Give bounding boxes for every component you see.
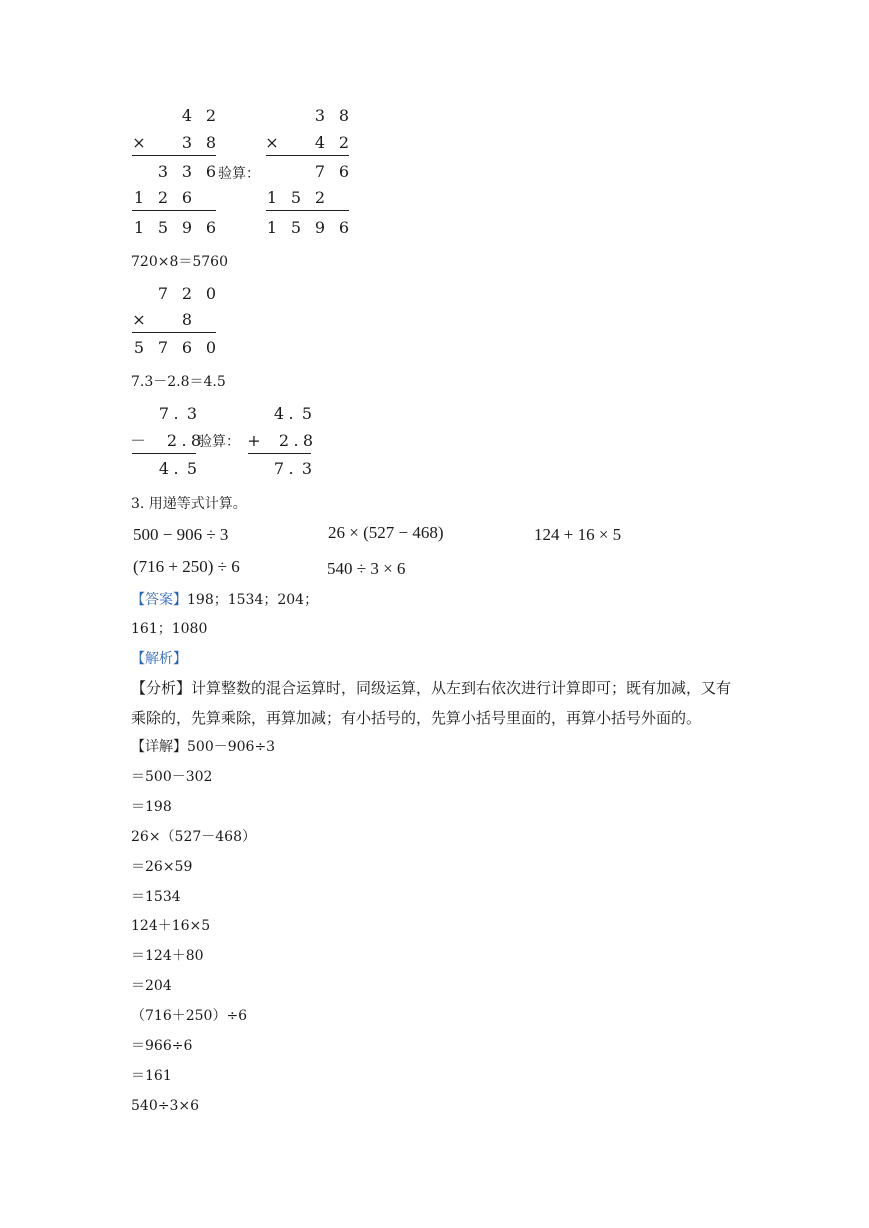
digit: 2 <box>278 431 290 450</box>
digit: 4 <box>273 404 285 423</box>
analysis-label: 【解析】 <box>131 651 187 667</box>
equation-line: 720×8＝5760 <box>131 254 228 270</box>
digit: 5 <box>133 338 145 357</box>
digit: 1 <box>266 188 278 207</box>
digit: 0 <box>205 284 217 303</box>
calc-rule <box>266 210 349 211</box>
digit: 1 <box>133 218 145 237</box>
digit: 0 <box>205 338 217 357</box>
step: （716＋250）÷6 <box>131 1008 248 1024</box>
digit: 9 <box>181 218 193 237</box>
step: ＝198 <box>131 799 172 815</box>
detail-line <box>131 737 275 757</box>
operator: × <box>132 133 146 152</box>
digit: 3 <box>186 404 198 423</box>
digit: 5 <box>290 188 302 207</box>
step: 26×（527－468） <box>131 829 256 845</box>
expression: 26 × (527 − 468) <box>328 523 444 542</box>
answer-text: 161；1080 <box>131 621 208 637</box>
digit: 5 <box>290 218 302 237</box>
operator: × <box>132 310 146 329</box>
answer-label: 【答案】 <box>131 592 187 608</box>
expression: (716 + 250) ÷ 6 <box>133 557 240 576</box>
calc-rule <box>132 453 196 454</box>
step: ＝204 <box>131 978 172 994</box>
expression: 540 ÷ 3 × 6 <box>327 559 406 578</box>
digit: 8 <box>205 133 217 152</box>
digit: 5 <box>186 459 198 478</box>
calc-rule <box>132 332 216 333</box>
digit: 1 <box>133 188 145 207</box>
step: ＝161 <box>131 1068 172 1084</box>
digit: 7 <box>157 338 169 357</box>
step: ＝124＋80 <box>131 948 204 964</box>
xiangjie-label: 【详解】 <box>131 739 187 755</box>
calc-rule <box>266 155 349 156</box>
digit: 3 <box>181 162 193 181</box>
answer-line <box>131 590 318 610</box>
operator: － <box>129 431 146 450</box>
calc-rule <box>132 155 216 156</box>
digit: 4 <box>158 459 170 478</box>
answer-text: 198；1534；204； <box>187 592 319 608</box>
calc-rule <box>248 453 311 454</box>
decimal-point: . <box>288 459 294 478</box>
question-title: 3. 用递等式计算。 <box>131 496 247 512</box>
digit: 5 <box>157 218 169 237</box>
decimal-point: . <box>181 431 187 450</box>
digit: 2 <box>314 188 326 207</box>
digit: 3 <box>181 133 193 152</box>
step: ＝26×59 <box>131 859 193 875</box>
check-label: 验算： <box>198 434 240 450</box>
operator: + <box>247 431 261 450</box>
digit: 6 <box>205 218 217 237</box>
digit: 6 <box>205 162 217 181</box>
expression: 124 + 16 × 5 <box>534 525 622 544</box>
digit: 6 <box>181 188 193 207</box>
digit: 7 <box>158 404 170 423</box>
fenxi-label: 【分析】 <box>131 679 192 697</box>
digit: 2 <box>338 133 350 152</box>
operator: × <box>265 133 279 152</box>
calc-rule <box>132 210 216 211</box>
step: 124＋16×5 <box>131 918 211 934</box>
decimal-point: . <box>173 459 179 478</box>
digit: 3 <box>157 162 169 181</box>
fenxi-text: 乘除的，先算乘除，再算加减；有小括号的，先算小括号里面的，再算小括号外面的。 <box>131 709 702 727</box>
digit: 2 <box>205 106 217 125</box>
digit: 2 <box>157 188 169 207</box>
digit: 6 <box>338 218 350 237</box>
digit: 2 <box>181 284 193 303</box>
fenxi-text: 计算整数的混合运算时，同级运算，从左到右依次进行计算即可；既有加减，又有 <box>191 679 732 697</box>
equation-line: 7.3－2.8＝4.5 <box>131 374 226 390</box>
digit: 1 <box>266 218 278 237</box>
decimal-point: . <box>293 431 299 450</box>
digit: 4 <box>181 106 193 125</box>
digit: 6 <box>181 338 193 357</box>
digit: 9 <box>314 218 326 237</box>
digit: 2 <box>166 431 178 450</box>
decimal-point: . <box>173 404 179 423</box>
step: ＝500－302 <box>131 769 213 785</box>
digit: 3 <box>301 459 313 478</box>
digit: 7 <box>314 162 326 181</box>
digit: 8 <box>338 106 350 125</box>
analysis-paragraph <box>131 677 731 699</box>
digit: 8 <box>181 310 193 329</box>
step: ＝966÷6 <box>131 1038 193 1054</box>
digit: 8 <box>302 431 314 450</box>
digit: 7 <box>273 459 285 478</box>
digit: 5 <box>301 404 313 423</box>
step: 540÷3×6 <box>131 1098 199 1114</box>
decimal-point: . <box>288 404 294 423</box>
step: 500－906÷3 <box>187 739 276 755</box>
step: ＝1534 <box>131 889 181 905</box>
digit: 8 <box>190 431 202 450</box>
digit: 6 <box>338 162 350 181</box>
check-label: 验算： <box>218 166 260 182</box>
digit: 3 <box>314 106 326 125</box>
expression: 500 − 906 ÷ 3 <box>133 525 229 544</box>
digit: 4 <box>314 133 326 152</box>
digit: 7 <box>157 284 169 303</box>
